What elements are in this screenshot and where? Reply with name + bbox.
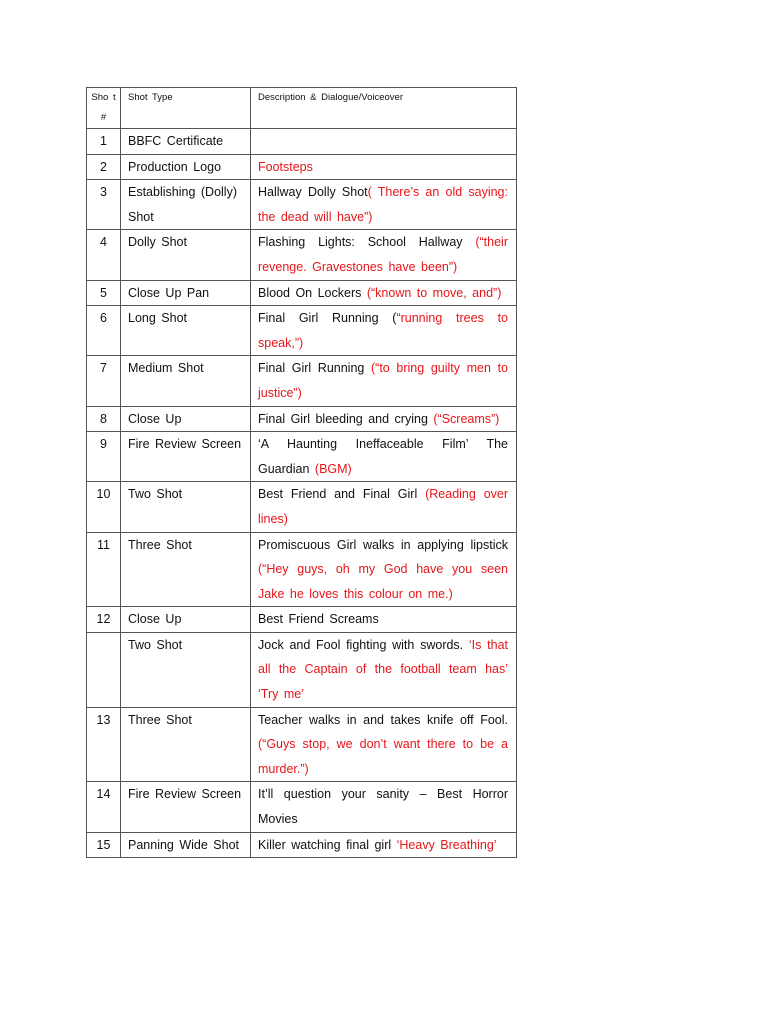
description-cell (251, 180, 517, 230)
shot-number-cell (87, 532, 121, 607)
action-text: Final Girl Running ( (258, 311, 397, 326)
dialogue-text: Footsteps (258, 159, 313, 174)
shot-number: 15 (96, 837, 111, 852)
shot-number: 3 (100, 185, 107, 200)
shot-type: Establishing (Dolly) Shot (128, 185, 237, 224)
shot-type-cell (121, 356, 251, 406)
description-cell (251, 832, 517, 858)
shot-type-cell (121, 230, 251, 280)
shot-type-cell (121, 782, 251, 832)
shot-number-cell (87, 832, 121, 858)
description-text (251, 407, 516, 432)
description-cell (251, 406, 517, 432)
description-cell (251, 607, 517, 633)
shot-number: 5 (100, 285, 107, 300)
action-text: Jock and Fool fighting with swords. (258, 637, 469, 652)
shot-type-cell (121, 532, 251, 607)
shot-number: 12 (96, 612, 111, 627)
description-text (251, 708, 516, 782)
table-row (87, 230, 517, 280)
description-text (251, 633, 516, 707)
header-shot-number (87, 88, 121, 129)
action-text: ‘A Haunting Ineffaceable Film’ The Guardian (258, 437, 508, 476)
shot-type: Close Up (128, 411, 182, 426)
shot-type: Production Logo (128, 159, 222, 174)
action-text: Final Girl bleeding and crying (258, 411, 434, 426)
header-description (251, 88, 517, 129)
dialogue-text: ( There’s an old saying: the dead will have”) (258, 185, 508, 224)
description-text (251, 482, 516, 531)
shot-type: Dolly Shot (128, 235, 187, 250)
shot-number-cell (87, 707, 121, 782)
shot-number-cell (87, 280, 121, 306)
shot-type: Fire Review Screen (128, 437, 242, 452)
shot-number-cell (87, 632, 121, 707)
dialogue-text: (“Screams”) (433, 411, 500, 426)
shot-number-cell (87, 482, 121, 532)
description-text (251, 180, 516, 229)
shot-number: 4 (100, 235, 107, 250)
shot-number: 7 (100, 361, 107, 376)
shot-type-cell (121, 406, 251, 432)
description-text (251, 356, 516, 405)
description-cell (251, 154, 517, 180)
description-cell (251, 356, 517, 406)
dialogue-text: (Reading over lines) (258, 487, 509, 526)
description-text (251, 230, 516, 279)
table-row (87, 782, 517, 832)
dialogue-text: (BGM) (314, 461, 352, 476)
header-description-text: Description & Dialogue/Voiceover (258, 92, 403, 103)
description-text (251, 306, 516, 355)
shot-number-cell (87, 129, 121, 155)
table-row (87, 154, 517, 180)
shot-type-cell (121, 180, 251, 230)
dialogue-text: (“known to move, and”) (366, 285, 502, 300)
header-shot-type (121, 88, 251, 129)
shot-type: Close Up (128, 612, 182, 627)
dialogue-text: (“to bring guilty men to justice”) (258, 361, 509, 400)
action-text: Blood On Lockers (258, 285, 367, 300)
shot-type-cell (121, 154, 251, 180)
table-row (87, 280, 517, 306)
dialogue-text: ‘Heavy Breathing’ (396, 837, 497, 852)
shot-type: Two Shot (128, 637, 183, 652)
action-text: Hallway Dolly Shot (258, 185, 368, 200)
shot-number: 6 (100, 311, 107, 326)
description-text (251, 833, 516, 858)
shot-number-cell (87, 607, 121, 633)
description-cell (251, 432, 517, 482)
shot-list-body (87, 88, 517, 858)
action-text: Best Friend and Final Girl (258, 487, 426, 502)
table-row (87, 180, 517, 230)
description-text (251, 129, 516, 154)
description-cell (251, 782, 517, 832)
shot-type: Panning Wide Shot (128, 837, 240, 852)
table-row (87, 356, 517, 406)
table-row (87, 707, 517, 782)
dialogue-text: (“Guys stop, we don’t want there to be a murder.”) (258, 737, 508, 776)
description-text (251, 432, 516, 481)
shot-number: 8 (100, 411, 107, 426)
shot-type: Three Shot (128, 712, 192, 727)
shot-type: Medium Shot (128, 361, 204, 376)
description-text (251, 607, 516, 632)
table-row (87, 406, 517, 432)
description-cell (251, 230, 517, 280)
shot-type: Long Shot (128, 311, 187, 326)
table-row (87, 432, 517, 482)
dialogue-text: (“their revenge. Gravestones have been”) (258, 235, 508, 274)
shot-number-cell (87, 230, 121, 280)
description-cell (251, 632, 517, 707)
shot-type-cell (121, 432, 251, 482)
shot-type: Three Shot (128, 537, 192, 552)
table-row (87, 532, 517, 607)
shot-type: BBFC Certificate (128, 134, 224, 148)
table-row (87, 607, 517, 633)
shot-number: 10 (96, 487, 111, 502)
shot-type-cell (121, 707, 251, 782)
shot-type-cell (121, 482, 251, 532)
description-text (251, 533, 516, 607)
description-text (251, 155, 516, 180)
shot-number: 14 (96, 787, 111, 802)
description-text (251, 782, 516, 831)
action-text: It’ll question your sanity – Best Horror Movies (258, 787, 508, 827)
description-cell (251, 707, 517, 782)
description-cell (251, 306, 517, 356)
table-row (87, 129, 517, 155)
dialogue-text: (“Hey guys, oh my God have you seen Jake he loves this colour on me.) (258, 562, 508, 601)
shot-number: 1 (100, 134, 107, 148)
shot-type-cell (121, 632, 251, 707)
description-text (251, 281, 516, 306)
shot-number-cell (87, 406, 121, 432)
shot-type: Close Up Pan (128, 285, 210, 300)
shot-type-cell (121, 306, 251, 356)
description-cell (251, 129, 517, 155)
shot-number-cell (87, 306, 121, 356)
action-text: Flashing Lights: School Hallway (258, 235, 476, 250)
shot-type: Two Shot (128, 487, 183, 502)
table-header-row (87, 88, 517, 129)
action-text: Best Friend Screams (258, 612, 379, 627)
shot-number: 13 (96, 712, 111, 727)
table-row (87, 632, 517, 707)
shot-number: 2 (100, 159, 107, 174)
shot-list-table (86, 87, 517, 858)
shot-number-cell (87, 154, 121, 180)
header-shot-type-text: Shot Type (128, 92, 173, 103)
shot-type-cell (121, 129, 251, 155)
action-text: Teacher walks in and takes knife off Fool. (258, 712, 508, 727)
shot-number-cell (87, 180, 121, 230)
description-cell (251, 482, 517, 532)
shot-type-cell (121, 607, 251, 633)
action-text: Killer watching final girl (258, 837, 397, 852)
table-row (87, 482, 517, 532)
shot-number: 11 (97, 537, 110, 552)
shot-type-cell (121, 832, 251, 858)
shot-number-cell (87, 356, 121, 406)
table-row (87, 306, 517, 356)
header-shot-number-text: Sho t # (91, 92, 116, 123)
shot-type: Fire Review Screen (128, 787, 242, 802)
description-cell (251, 532, 517, 607)
table-row (87, 832, 517, 858)
dialogue-text: ‘Is that all the Captain of the football team has’ ‘Try me’ (258, 637, 508, 702)
shot-type-cell (121, 280, 251, 306)
description-cell (251, 280, 517, 306)
shot-number-cell (87, 432, 121, 482)
shot-number: 9 (100, 437, 107, 452)
action-text: Promiscuous Girl walks in applying lipstick (258, 537, 508, 552)
dialogue-text: “running trees to speak,”) (258, 311, 508, 350)
action-text: Final Girl Running (258, 361, 371, 376)
shot-number-cell (87, 782, 121, 832)
